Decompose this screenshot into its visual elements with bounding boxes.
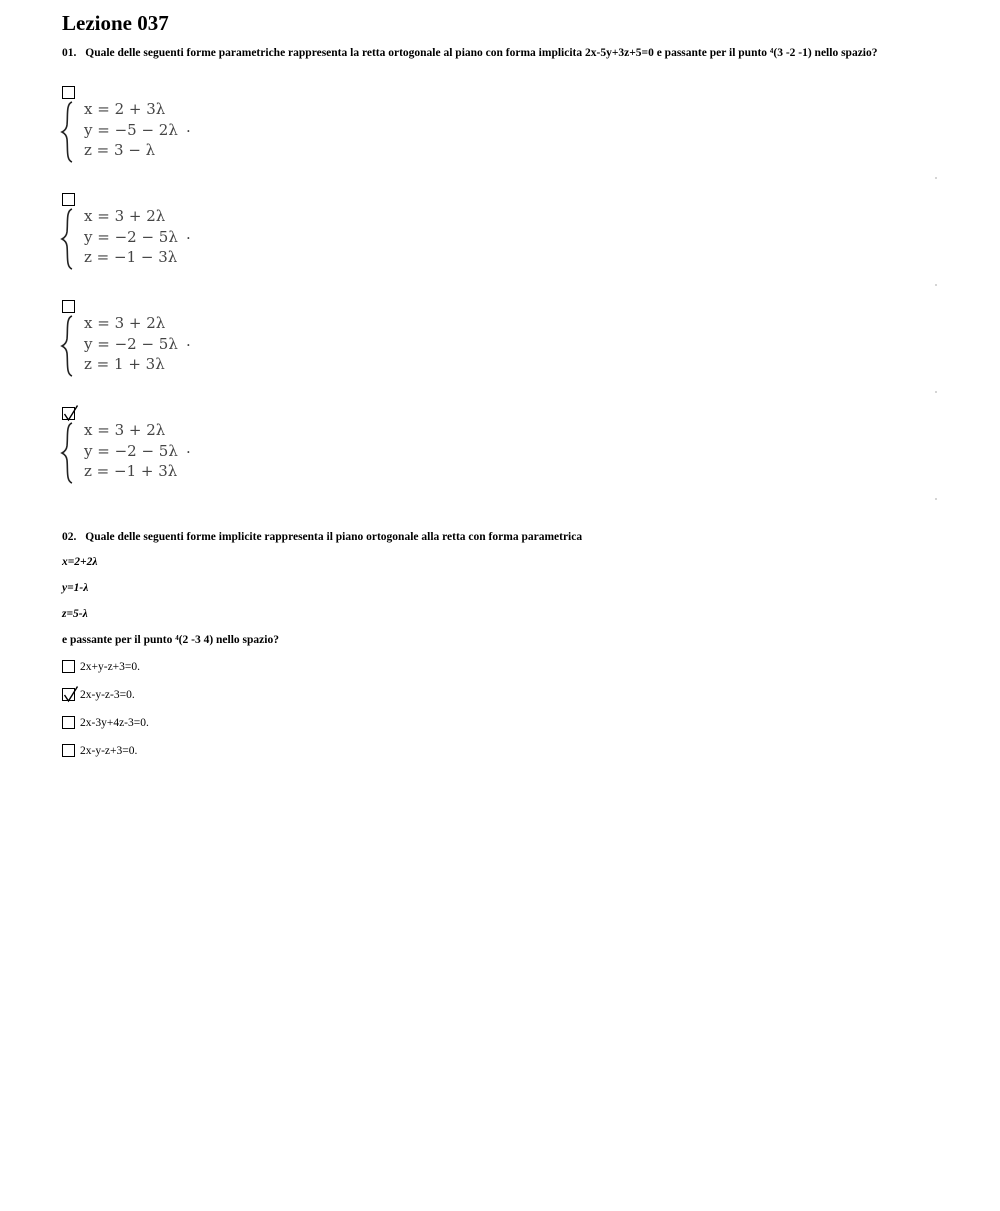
q2-option-3-label: 2x-3y+4z-3=0. [80,717,149,729]
option-3-equation-3: z = 1 + 3λ [84,355,165,373]
question-2-prompt: Quale delle seguenti forme implicite rappresenta il piano ortogonale alla retta con forma parametrica [85,531,583,543]
separator-dot [935,284,937,286]
option-2-checkbox[interactable] [62,193,75,206]
param-line-z: z=5-λ [62,608,88,620]
q2-option-2-checkbox[interactable] [62,688,75,701]
option-1-equation-3: z = 3 − λ [84,141,156,159]
param-line-y: y=1-λ [62,582,89,594]
option-4-terminator: . [186,439,191,457]
option-4-checkbox[interactable] [62,407,75,420]
option-2-equation-1: x = 3 + 2λ [84,207,166,225]
option-1-checkbox[interactable] [62,86,75,99]
option-3-equation-1: x = 3 + 2λ [84,314,166,332]
option-2-equation-3: z = −1 − 3λ [84,248,178,266]
option-3-checkbox[interactable] [62,300,75,313]
brace-icon [61,101,75,163]
separator-dot [935,177,937,179]
question-1-prompt: Quale delle seguenti forme parametriche rappresenta la retta ortogonale al piano con forma implicita 2x-5y+3z+5=0 e passante per il punto ⁴(3 -2 -1) nello spazio? [85,47,878,59]
question-1-text [62,46,932,60]
q2-option-3-checkbox[interactable] [62,716,75,729]
separator-dot [935,498,937,500]
brace-icon [61,422,75,484]
question-2-number: 02. [62,531,77,543]
q2-option-4-label: 2x-y-z+3=0. [80,745,138,757]
question-2-text [62,530,582,544]
option-2-equation-2: y = −2 − 5λ [84,227,178,246]
page-title: Lezione 037 [62,11,169,35]
option-3-equation-2: y = −2 − 5λ [84,334,178,353]
question-2-text-after: e passante per il punto ⁴(2 -3 4) nello spazio? [62,634,279,646]
separator-dot [935,391,937,393]
option-3-terminator: . [186,332,191,350]
brace-icon [61,208,75,270]
option-1-equation-1: x = 2 + 3λ [84,100,166,118]
question-1-number: 01. [62,47,77,59]
option-4-equation-3: z = −1 + 3λ [84,462,178,480]
option-1-terminator: . [186,118,191,136]
q2-option-2-label: 2x-y-z-3=0. [80,689,135,701]
option-4-equation-2: y = −2 − 5λ [84,441,178,460]
q2-option-1-label: 2x+y-z+3=0. [80,661,141,673]
q2-option-4-checkbox[interactable] [62,744,75,757]
option-1-equation-2: y = −5 − 2λ [84,120,178,139]
option-4-equation-1: x = 3 + 2λ [84,421,166,439]
brace-icon [61,315,75,377]
q2-option-1-checkbox[interactable] [62,660,75,673]
option-2-terminator: . [186,225,191,243]
param-line-x: x=2+2λ [62,556,98,568]
